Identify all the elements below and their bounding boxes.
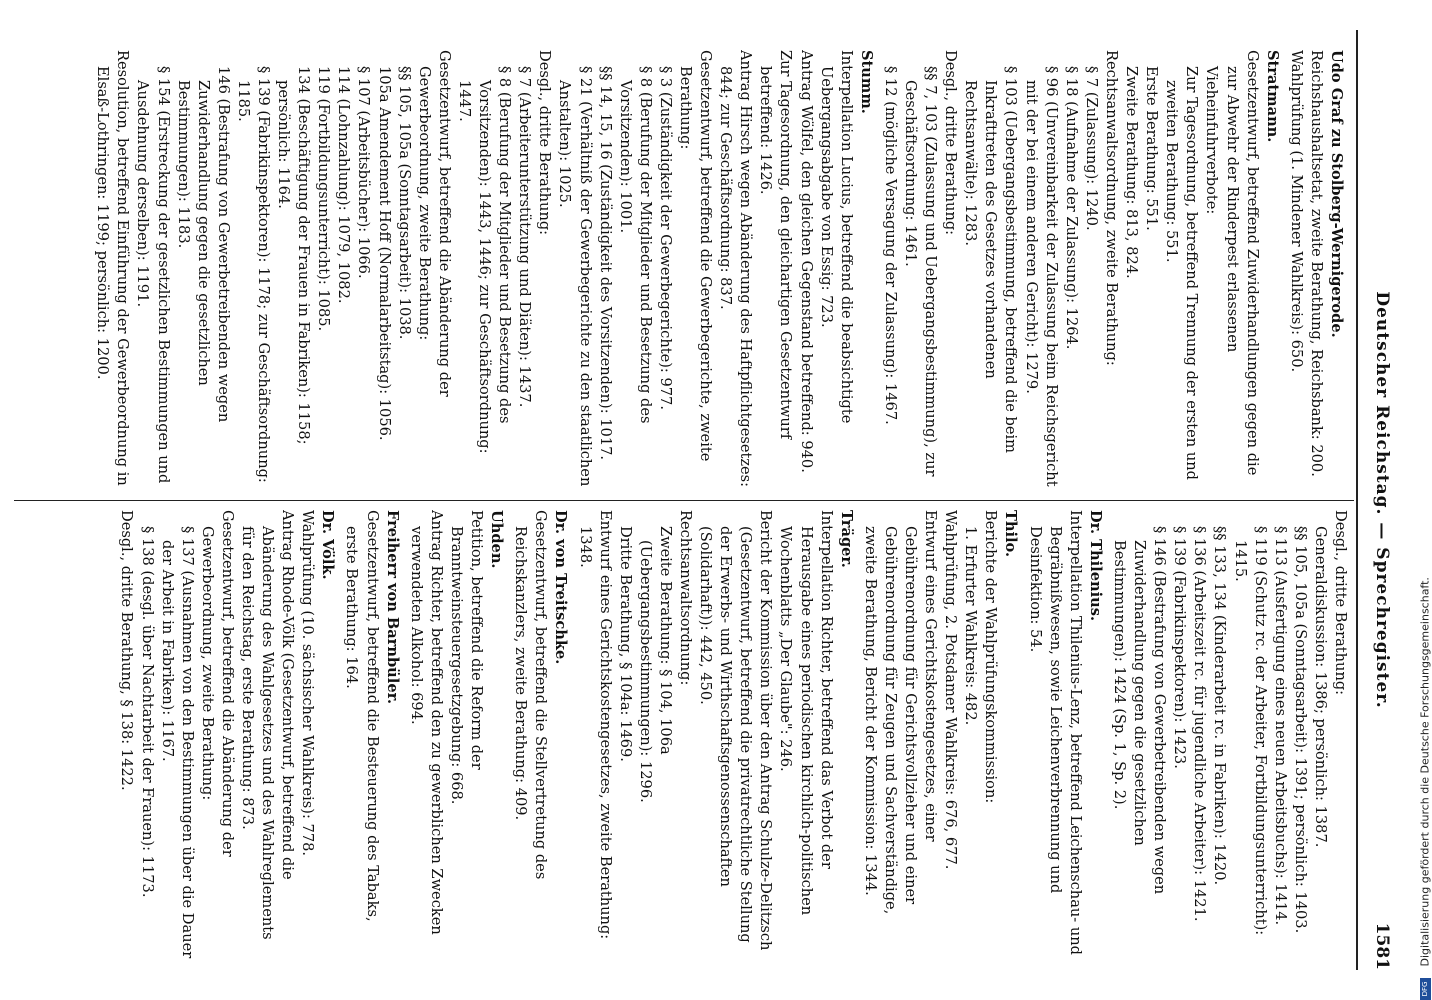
speaker-name: Thilo. bbox=[1002, 510, 1020, 558]
register-entry: § 137 (Ausnahmen von den Bestimmungen über die Dauer der Arbeit in Fabriken): 1167. bbox=[158, 526, 196, 959]
register-entry: Zur Tagesordnung, den gleichartigen Gesetzentwurf betreffend: 1426. bbox=[757, 50, 795, 440]
register-entry: Gesetzentwurf, betreffend Zuwiderhandlungen gegen die zur Abwehr der Rinderpest erlassenen Vieheinfuhrverbote: bbox=[1203, 50, 1261, 476]
register-entry: Erste Berathung: 551. bbox=[1143, 66, 1161, 231]
register-entry: Zur Tagesordnung, betreffend Trennung der ersten und zweiten Berathung: 551. bbox=[1163, 66, 1201, 480]
right-column bbox=[50, 510, 1350, 960]
register-entry: § 136 (Arbeitszeit rc. für jugendliche Arbeiter): 1421. bbox=[1191, 526, 1209, 922]
speaker-name: Dr. von Treitschke. bbox=[552, 510, 570, 665]
register-entry: Entwurf eines Gerichtskostengesetzes, zweite Berathung: 1348. bbox=[576, 510, 614, 940]
register-entry: Interpellation Lucius, betreffend die beabsichtigte Uebergangsabgabe von Essig: 723. bbox=[817, 50, 855, 424]
header-rule bbox=[1356, 30, 1358, 970]
register-entry: 1. Erfurter Wahlkreis: 482. bbox=[962, 526, 980, 726]
register-entry: Interpellation Thilenius-Lenz, betreffend Leichenschau- und Begräbnißwesen, sowie Leichenverbrennung und Desinfektion: 54. bbox=[1026, 510, 1084, 956]
register-entry: Resolution, betreffend Einführung der Gewerbeordnung in Elsaß-Lothringen: 1199; persönlich: 1200. bbox=[94, 50, 132, 486]
register-entry: §§ 105, 105a (Sonntagsarbeit): 1038. bbox=[395, 66, 413, 340]
register-entry: Gesetzentwurf, betreffend die Abänderung der Gewerbeordnung, zweite Berathung: bbox=[415, 50, 453, 397]
register-entry: Entwurf eines Gerichtskostengesetzes, einer Gebührenordnung für Gerichtsvollzieher und einer Gebührenordnung für Zeugen und Sachverständige, zweite Berathung, Bericht der Kommission: 1344. bbox=[861, 510, 940, 915]
register-entry: Gesetzentwurf, betreffend die Abänderung der Gewerbeordnung, zweite Berathung: bbox=[198, 510, 236, 857]
register-entry: Antrag Wölfel, den gleichen Gegenstand betreffend: 940. bbox=[797, 50, 815, 473]
register-entry: Bericht der Kommission über den Antrag Schulze-Delitzsch (Gesetzentwurf, betreffend die privatrechtliche Stellung der Erwerbs- und Wirthschaftsgenossenschaften (Solidarhaft)): 442, 450. bbox=[697, 510, 775, 951]
register-entry: § 7 (Zulassung): 1240. bbox=[1082, 66, 1100, 231]
register-entry: Desgl., dritte Berathung, § 138: 1422. bbox=[118, 510, 136, 791]
speaker-name: Uhden. bbox=[488, 510, 506, 569]
register-entry: § 113 (Ausfertigung eines neuen Arbeitsbuchs): 1414. bbox=[1271, 526, 1289, 926]
register-entry: § 8 (Berufung der Mitglieder und Besetzung des Vorsitzenden): 1001. bbox=[616, 66, 654, 424]
dfg-logo: DFG bbox=[1420, 978, 1431, 1000]
register-entry: § 154 (Erstreckung der gesetzlichen Bestimmungen und Ausdehnung derselben): 1191. bbox=[134, 66, 172, 484]
register-entry: § 103 (Uebergangsbestimmung, betreffend die beim Inkrafttreten des Gesetzes vorhandenen Rechtsanwälte): 1283. bbox=[962, 66, 1020, 453]
register-entry: § 96 (Unvereinbarkeit der Zulassung beim Reichsgericht mit der bei einem anderen Gericht): 1279. bbox=[1022, 66, 1060, 487]
register-entry: §§ 14, 15, 16 (Zuständigkeit des Vorsitzenden): 1017. bbox=[596, 66, 614, 461]
footer-credit bbox=[1418, 0, 1432, 1000]
register-entry: § 3 (Zuständigkeit der Gewerbegerichte): 977. bbox=[656, 66, 674, 410]
speaker-name: Stratmann. bbox=[1263, 50, 1281, 143]
register-entry: Gesetzentwurf, betreffend die Besteuerung des Tabaks, erste Berathung: 164. bbox=[343, 510, 381, 922]
column-rule bbox=[14, 500, 1354, 501]
register-entry: Wahlprüfung (1. Mindener Wahlkreis): 650. bbox=[1287, 50, 1305, 373]
register-entry: Gesetzentwurf, betreffend die Gewerbegerichte, zweite Berathung: bbox=[677, 50, 715, 462]
register-entry: Rechtsanwaltsordnung: bbox=[677, 510, 694, 686]
register-entry: 134 (Beschäftigung der Frauen in Fabriken): 1158; persönlich: 1164. bbox=[275, 66, 313, 445]
register-entry: Reichshaushaltsetat, zweite Berathung, Reichsbank: 200. bbox=[1307, 50, 1325, 477]
register-entry: § 8 (Berufung der Mitglieder und Besetzung des Vorsitzenden): 1443, 1446; zur Geschäftsordnung: 1447. bbox=[455, 66, 514, 454]
speaker-name: Träger. bbox=[837, 510, 855, 568]
register-entry: Generaldiskussion: 1386; persönlich: 1387. bbox=[1311, 526, 1329, 848]
register-entry: Antrag Rhode-Völk (Gesetzentwurf, betreffend die Abänderung des Wahlgesetzes und des Wahlreglements für den Reichstag, erste Berathung: 873. bbox=[239, 510, 297, 940]
register-entry: § 146 (Bestrafung von Gewerbetreibenden wegen Zuwiderhandlung gegen die gesetzlichen Bestimmungen): 1424 (Sp. 1, Sp. 2). bbox=[1110, 526, 1169, 895]
register-entry: 119 (Fortbildungsunterricht): 1085. bbox=[315, 66, 333, 332]
register-entry: Rechtsanwaltsordnung, zweite Berathung: bbox=[1102, 50, 1120, 366]
running-head bbox=[1362, 30, 1392, 970]
speaker-name: Dr. Völk. bbox=[319, 510, 337, 580]
speaker-name: Dr. Thilenius. bbox=[1086, 510, 1104, 622]
register-entry: Interpellation Richter, betreffend das Verbot der Herausgabe eines periodischen kirchlich-politischen Wochenblatts „Der Glaube": 246. bbox=[777, 510, 835, 916]
page-title: Deutscher Reichstag. — Sprechregister. bbox=[1372, 291, 1392, 709]
register-entry: § 12 (mögliche Versagung der Zulassung): 1467. bbox=[881, 66, 899, 425]
register-entry: Desgl., dritte Berathung: bbox=[942, 50, 960, 236]
register-entry: Zweite Berathung: § 104, 106a (Uebergangsbestimmungen): 1296. bbox=[636, 526, 674, 803]
register-entry: Berichte der Wahlprüfungskommission: bbox=[982, 510, 1000, 804]
register-entry: Wahlprüfung (10. sächsischer Wahlkreis): 778. bbox=[299, 510, 317, 857]
register-entry: Wahlprüfung, 2. Potsdamer Wahlkreis: 676, 677. bbox=[942, 510, 960, 870]
page-number: 1581 bbox=[1372, 922, 1392, 970]
register-entry: § 107 (Arbeitsbücher): 1066. bbox=[355, 66, 373, 279]
register-entry: § 18 (Aufnahme der Zulassung): 1264. bbox=[1062, 66, 1080, 350]
register-entry: §§ 7, 103 (Zulassung und Uebergangsbestimmung), zur Geschäftsordnung: 1461. bbox=[902, 66, 940, 477]
register-entry: 146 (Bestrafung von Gewerbetreibenden wegen Zuwiderhandlung gegen die gesetzlichen Bestimmungen): 1183. bbox=[174, 66, 232, 423]
register-entry: Desgl., dritte Berathung: bbox=[1332, 510, 1349, 696]
register-entry: Antrag Hirsch wegen Abänderung des Haftpflichtgesetzes: 844; zur Geschäftsordnung: 837. bbox=[717, 50, 755, 488]
register-entry: Desgl., dritte Berathung: bbox=[536, 50, 554, 236]
speaker-name: Udo Graf zu Stolberg-Wernigerode. bbox=[1328, 50, 1345, 338]
register-entry: Gesetzentwurf, betreffend die Stellvertretung des Reichskanzlers, zweite Berathung: 409. bbox=[512, 510, 550, 880]
register-entry: 114 (Lohnzahlung): 1079, 1082. bbox=[335, 66, 353, 304]
register-entry: § 7 (Arbeiterunterstützung und Diäten): 1437. bbox=[516, 66, 534, 408]
register-entry: § 119 (Schutz rc. der Arbeiter, Fortbildungsunterricht): 1415. bbox=[1231, 526, 1269, 936]
speaker-name: Freiherr von Barnbüler. bbox=[383, 510, 401, 705]
register-entry: § 21 (Verhältniß der Gewerbegerichte zu den staatlichen Anstalten): 1025. bbox=[556, 66, 594, 487]
speaker-name: Stumm. bbox=[857, 50, 875, 114]
rotated-page bbox=[12, 0, 1432, 1000]
footer-text: Digitalisierung gefördert durch die Deutsche Forschungsgemeinschaft. bbox=[1418, 577, 1432, 967]
register-entry: Antrag Richter, betreffend den zu gewerblichen Zwecken verwendeten Alkohol: 694. bbox=[407, 510, 445, 935]
register-entry: § 138 (desgl. über Nachtarbeit der Frauen): 1173. bbox=[138, 526, 156, 898]
register-entry: § 139 (Fabrikinspektoren): 1423. bbox=[1171, 526, 1189, 769]
register-entry: § 139 (Fabrikinspektoren): 1178; zur Geschäftsordnung: 1185. bbox=[234, 66, 273, 483]
register-entry: §§ 133, 134 (Kinderarbeit rc. in Fabriken): 1420. bbox=[1211, 526, 1229, 886]
register-entry: Dritte Berathung, § 104a: 1469. bbox=[616, 526, 634, 762]
register-entry: Petition, betreffend die Reform der Branntweinsteuergesetzgebung: 668. bbox=[447, 510, 486, 805]
register-entry: Zweite Berathung: 813, 824. bbox=[1123, 66, 1141, 279]
register-entry: 105a Amendement Hoff (Normalarbeitstag): 1056. bbox=[375, 66, 393, 441]
register-entry: §§ 105, 105a (Sonntagsarbeit): 1391; persönlich: 1403. bbox=[1291, 526, 1309, 934]
left-column bbox=[50, 50, 1350, 490]
